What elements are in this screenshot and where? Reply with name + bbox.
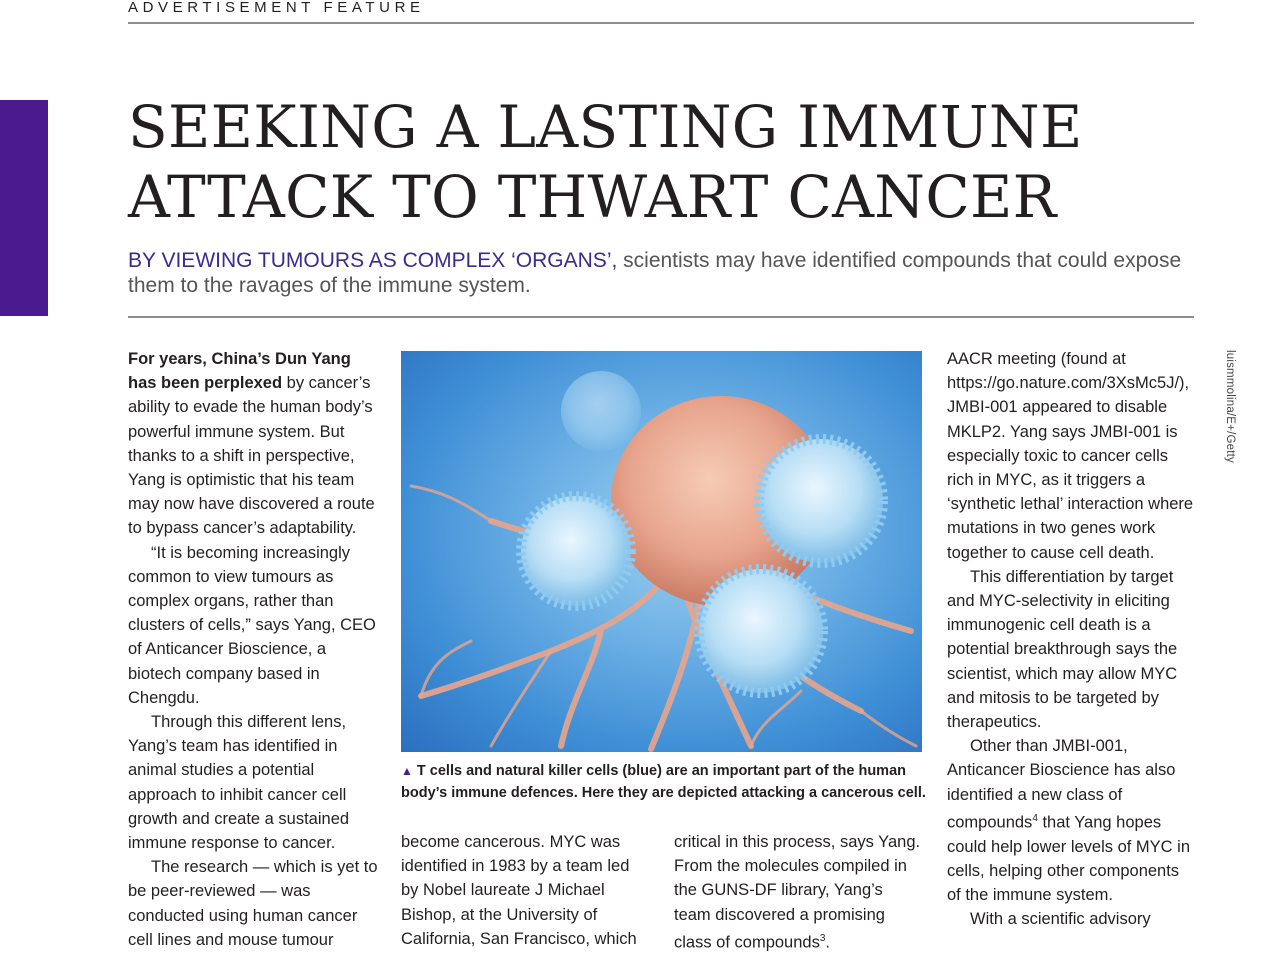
- headline: [128, 92, 1208, 232]
- body-column-4: [947, 347, 1197, 931]
- paragraph: AACR meeting (found at https://go.nature.com/3XsMc5J/), JMBI-001 appeared to disable MKLP2. Yang says JMBI-001 is especially toxic to cancer cells rich in MYC, as it triggers a ‘synthetic lethal’ interaction where mutations in two genes work together to cause cell death.: [947, 350, 1194, 562]
- paragraph: become cancerous. MYC was identified in 1983 by a team led by Nobel laureate J Michael Bishop, at the University of California, San Francisco, which: [401, 833, 637, 948]
- standfirst-lead: BY VIEWING TUMOURS AS COMPLEX ‘ORGANS’,: [128, 249, 618, 272]
- footnote-ref: 3: [819, 932, 826, 944]
- paragraph: critical in this process, says Yang. From the molecules compiled in the GUNS-DF library, Yang’s team discovered a promising class of compounds$^3$.: [674, 833, 921, 952]
- standfirst: [128, 248, 1198, 298]
- paragraph: Other than JMBI-001, Anticancer Bioscience has also identified a new class of compounds$^4$ that Yang hopes could help lower levels of MYC in cells, helping other components of the immune system.: [947, 737, 1191, 904]
- body-column-2: [401, 830, 651, 951]
- photo-caption: ▲ T cells and natural killer cells (blue) are an important part of the human body’s immune defences. Here they are depicted attacking a cancerous cell.: [401, 763, 926, 801]
- cancer-cell-photo: [401, 351, 922, 752]
- lead-in: For years, China’s Dun Yang has been perplexed: [128, 350, 351, 393]
- advertisement-feature-label: ADVERTISEMENT FEATURE: [128, 0, 425, 16]
- body-column-1: [128, 347, 378, 952]
- footnote-ref: 4: [1032, 812, 1038, 824]
- triangle-icon: ▲: [401, 764, 413, 778]
- paragraph: With a scientific advisory: [970, 910, 1151, 929]
- paragraph: Through this different lens, Yang’s team has identified in animal studies a potential approach to inhibit cancer cell growth and create a sustained immune response to cancer.: [128, 713, 350, 853]
- standfirst-text: scientists may have identified compounds that could expose them to the ravages of the immune system.: [128, 249, 1182, 297]
- section-rule: [128, 316, 1194, 318]
- headline-line-2: ATTACK TO THWART CANCER: [128, 163, 1057, 231]
- paragraph: The research — which is yet to be peer-reviewed — was conducted using human cancer cell lines and mouse tumour: [128, 858, 378, 949]
- paragraph: “It is becoming increasingly common to view tumours as complex organs, rather than clusters of cells,” says Yang, CEO of Anticancer Bioscience, a biotech company based in Chengdu.: [128, 543, 376, 707]
- top-rule: [128, 22, 1194, 24]
- paragraph: For years, China’s Dun Yang has been perplexed by cancer’s ability to evade the human body’s powerful immune system. But thanks to a shift in perspective, Yang is optimistic that his team may now have discovered a route to bypass cancer’s adaptability.: [128, 350, 375, 538]
- body-column-3: [674, 830, 924, 955]
- purple-side-bar: [0, 100, 48, 316]
- paragraph: This differentiation by target and MYC-selectivity in eliciting immunogenic cell death is a potential breakthrough says the scientist, which may allow MYC and mitosis to be targeted by therapeutics.: [947, 567, 1178, 732]
- cancer-cell-illustration: [401, 351, 922, 752]
- photo-credit: luismmolina/E+/Getty: [1224, 350, 1236, 463]
- headline-line-1: SEEKING A LASTING IMMUNE: [128, 93, 1083, 161]
